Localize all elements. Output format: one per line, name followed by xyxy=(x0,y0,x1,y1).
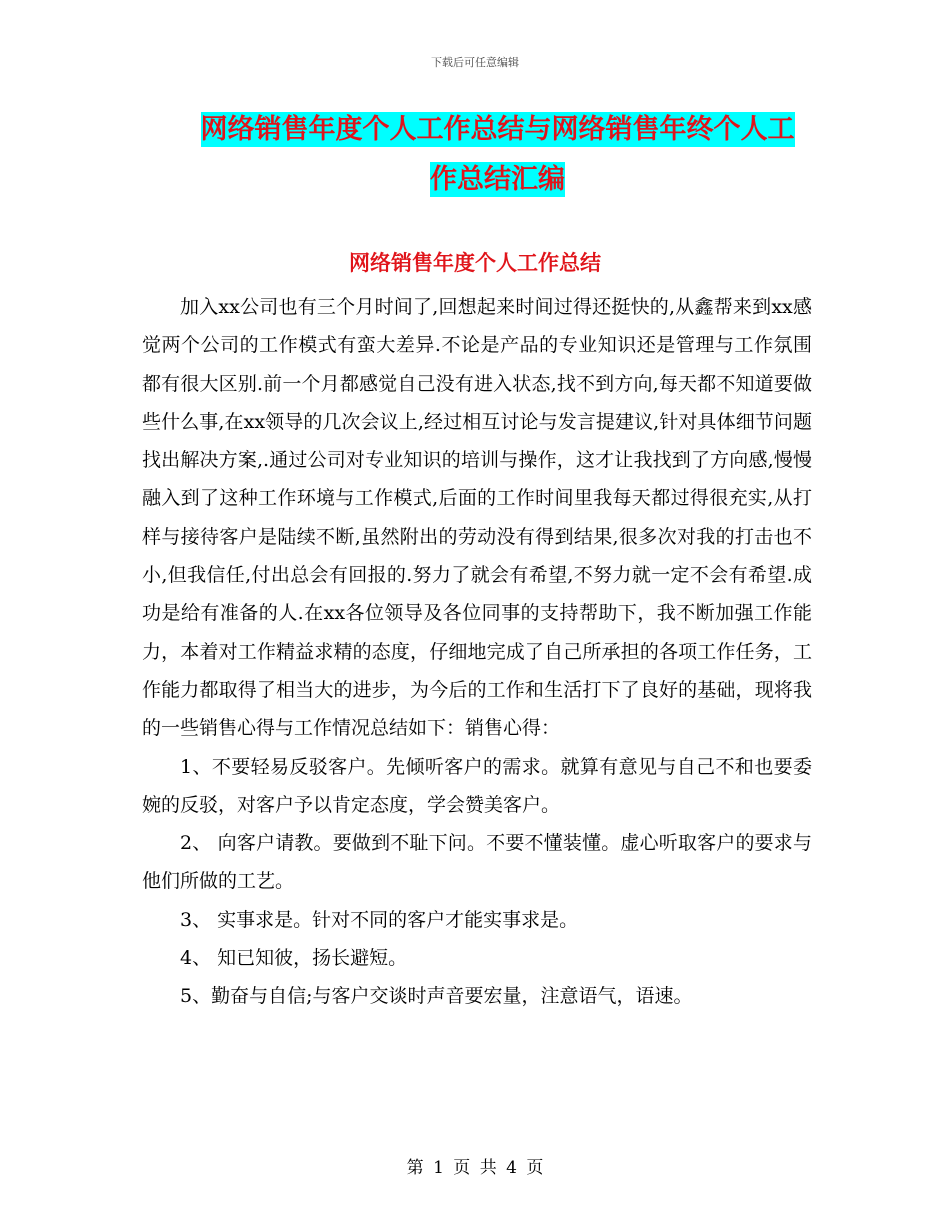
paragraph-tip-1: 1、不要轻易反驳客户。先倾听客户的需求。就算有意见与自己不和也要委婉的反驳，对客户予以肯定态度，学会赞美客户。 xyxy=(142,755,812,816)
paragraph-tip-4: 4、 知已知彼，扬长避短。 xyxy=(180,947,408,970)
document-title xyxy=(190,105,805,205)
page-footer: 第 1 页 共 4 页 xyxy=(406,1158,544,1178)
section-title: 网络销售年度个人工作总结 xyxy=(349,251,601,275)
paragraph-tip-5: 5、勤奋与自信;与客户交谈时声音要宏量，注意语气，语速。 xyxy=(180,985,693,1008)
paragraph-tip-3: 3、 实事求是。针对不同的客户才能实事求是。 xyxy=(180,908,579,931)
document-title-text: 网络销售年度个人工作总结与网络销售年终个人工作总结汇编 xyxy=(200,114,795,195)
body-text xyxy=(142,288,812,1016)
paragraph-tip-2: 2、 向客户请教。要做到不耻下问。不要不懂装懂。虚心听取客户的要求与他们所做的工艺。 xyxy=(142,832,812,893)
paragraph-intro: 加入xx公司也有三个月时间了,回想起来时间过得还挺快的,从鑫帮来到xx感觉两个公司的工作模式有蛮大差异.不论是产品的专业知识还是管理与工作氛围都有很大区别.前一个月都感觉自己没有进入状态,找不到方向,每天都不知道要做些什么事,在xx领导的几次会议上,经过相互讨论与发言提建议,针对具体细节问题找出解决方案,.通过公司对专业知识的培训与操作，这才让我找到了方向感,慢慢融入到了这种工作环境与工作模式,后面的工作时间里我每天都过得很充实,从打样与接待客户是陆续不断,虽然附出的劳动没有得到结果,很多次对我的打击也不小,但我信任,付出总会有回报的.努力了就会有希望,不努力就一定不会有希望.成功是给有准备的人.在xx各位领导及各位同事的支持帮助下，我不断加强工作能力，本着对工作精益求精的态度，仔细地完成了自己所承担的各项工作任务，工作能力都取得了相当大的进步，为今后的工作和生活打下了良好的基础，现将我的一些销售心得与工作情况总结如下：销售心得： xyxy=(142,296,812,740)
header-note: 下载后可任意编辑 xyxy=(431,56,519,69)
